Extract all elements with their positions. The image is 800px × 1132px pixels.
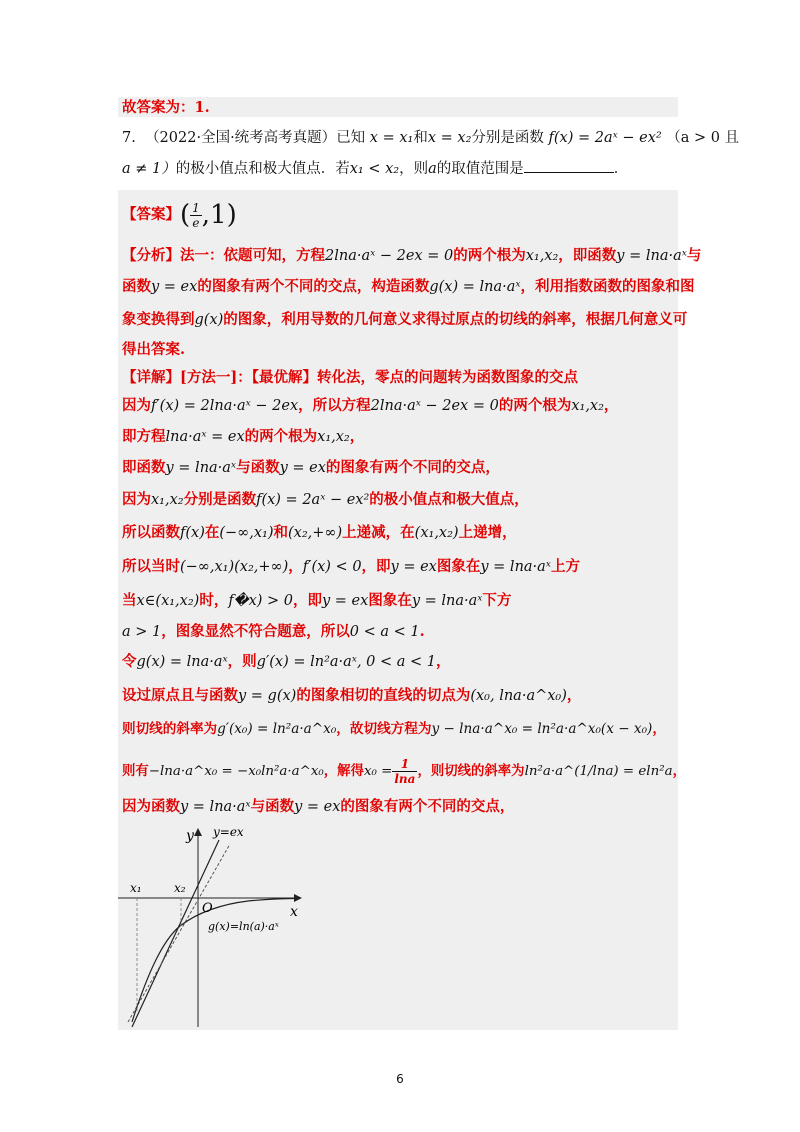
detail-line-12 xyxy=(122,719,666,739)
text: 上递增， xyxy=(458,524,517,541)
math-expr: (x₁,x₂) xyxy=(414,525,459,541)
text: ，则 xyxy=(227,653,257,670)
text: 则切线的斜率为 xyxy=(122,721,218,737)
prev-answer xyxy=(122,98,210,118)
text: 上递减，在 xyxy=(342,524,415,541)
math-expr: x₁ < x₂ xyxy=(349,161,400,177)
math-expr: 2lna·aˣ − 2ex = 0 xyxy=(370,398,499,414)
math-expr: f�x) > 0 xyxy=(228,593,293,609)
text: 图象在 xyxy=(436,558,481,575)
function-graph xyxy=(118,822,318,1032)
math-expr: y = lna·aˣ xyxy=(180,799,251,815)
curve-label: g(x)=ln(a)·aˣ xyxy=(208,920,279,933)
question-text: 分别是函数 xyxy=(471,130,544,146)
text: 象变换得到 xyxy=(122,311,195,328)
text: 的极小值点和极大值点， xyxy=(369,491,529,508)
tangent-line xyxy=(128,844,230,1022)
detail-line-14 xyxy=(122,797,514,817)
answer-label: 【答案】 xyxy=(122,206,180,223)
detail-line-7 xyxy=(122,557,580,577)
math-expr: (−∞,x₁)(x₂,+∞) xyxy=(180,559,289,575)
text: 的图象相切的直线的切点为 xyxy=(296,687,471,704)
text: 与 xyxy=(686,247,702,264)
math-expr: f(x) xyxy=(180,525,205,541)
math-expr: ,1) xyxy=(201,200,237,230)
math-expr: (x₂,+∞) xyxy=(288,525,343,541)
math-expr: x₁,x₂ xyxy=(151,492,184,508)
math-expr: y = g(x) xyxy=(238,688,297,704)
analysis-line-4 xyxy=(122,340,185,360)
math-expr: y = lna·aˣ xyxy=(411,593,483,609)
answer-line xyxy=(122,200,237,230)
math-expr: f′(x) = 2lna·aˣ − 2ex xyxy=(151,398,299,414)
x0-fraction xyxy=(392,757,417,786)
prev-answer-value: 1. xyxy=(194,99,210,116)
answer-blank xyxy=(524,158,614,173)
math-expr: a > 1 xyxy=(122,624,162,640)
math-expr: x₀ = xyxy=(363,764,393,779)
text: 令 xyxy=(122,653,137,670)
text: ， xyxy=(652,721,666,737)
detail-line-5 xyxy=(122,490,529,510)
math-expr: x₁,x₂ xyxy=(317,429,350,445)
math-expr: y = lna·aˣ xyxy=(616,248,687,264)
math-expr: lna·aˣ = ex xyxy=(165,429,245,445)
question-text: 的取值范围是 xyxy=(436,161,524,177)
math-expr: x∈(x₁,x₂) xyxy=(136,593,200,609)
page-number: 6 xyxy=(396,1072,404,1086)
detail-line-11 xyxy=(122,686,581,706)
detail-line-8 xyxy=(122,591,511,611)
text: 因为 xyxy=(122,491,151,508)
text: 图象在 xyxy=(368,592,412,609)
text: ，即函数 xyxy=(558,247,617,264)
text: 即函数 xyxy=(122,459,166,476)
curve-g xyxy=(132,898,300,1022)
text: ，图象显然不符合题意，所以 xyxy=(161,623,350,640)
text: 【详解】[方法一]：【最优解】转化法，零点的问题转为函数图象的交点 xyxy=(122,369,578,386)
frac-denominator: lna xyxy=(394,772,416,786)
math-expr: g′(x) = ln²a·aˣ, 0 < a < 1 xyxy=(256,654,436,670)
text: 得出答案. xyxy=(122,341,186,358)
math-expr: y = ex xyxy=(151,279,198,295)
answer-fraction xyxy=(190,201,202,230)
analysis-line-1 xyxy=(122,246,701,266)
text: ， xyxy=(672,763,686,779)
text: 的图象有两个不同的交点，构造函数 xyxy=(197,278,430,295)
text: 设过原点且与函数 xyxy=(122,687,238,704)
math-expr: x = x₂ xyxy=(427,130,472,146)
math-expr: 2lna·aˣ − 2ex = 0 xyxy=(325,248,454,264)
math-expr: y = ex xyxy=(294,799,341,815)
detail-line-4 xyxy=(122,458,500,478)
text: 函数 xyxy=(122,278,151,295)
math-expr: y = ex xyxy=(279,460,326,476)
text: 所以函数 xyxy=(122,524,180,541)
math-expr: f(x) = 2aˣ − ex² xyxy=(256,492,370,508)
text: 因为函数 xyxy=(122,798,180,815)
y-axis-label: y xyxy=(186,828,194,844)
math-expr: g′(x₀) = ln²a·a^x₀ xyxy=(217,721,337,737)
origin-label: O xyxy=(202,901,213,916)
question-number: 7. xyxy=(122,130,136,146)
math-expr: −lna·a^x₀ = −x₀ln²a·a^x₀ xyxy=(148,764,324,779)
text: 则有 xyxy=(122,763,149,779)
detail-line-3 xyxy=(122,427,364,447)
y-axis-arrow xyxy=(194,828,202,836)
math-expr: x₁,x₂ xyxy=(525,248,559,264)
detail-line-1 xyxy=(122,368,578,388)
math-expr: (−∞,x₁) xyxy=(219,525,274,541)
text: 在 xyxy=(204,524,220,541)
math-expr: 0 < a < 1 xyxy=(349,624,420,640)
line-label: y=ex xyxy=(213,825,244,839)
x2-label: x₂ xyxy=(174,881,186,895)
detail-line-13 xyxy=(122,754,686,789)
text: 的图象，利用导数的几何意义求得过原点的切线的斜率，根据几何意义可 xyxy=(223,311,688,328)
x-axis-label: x xyxy=(290,904,298,920)
math-expr: x = x₁ xyxy=(369,130,414,146)
question-source: （2022·全国·统考高考真题） xyxy=(145,130,337,146)
math-expr: y = ex xyxy=(390,559,437,575)
frac-denominator: e xyxy=(192,215,200,230)
text: 的图象有两个不同的交点， xyxy=(340,798,515,815)
detail-line-10 xyxy=(122,652,451,672)
text: ，解得 xyxy=(323,763,364,779)
text: ， xyxy=(288,558,303,575)
text: 即方程 xyxy=(122,428,166,445)
text: ， xyxy=(603,397,619,414)
prev-answer-label: 故答案为： xyxy=(122,99,195,116)
math-expr: y − lna·a^x₀ = ln²a·a^x₀(x − x₀) xyxy=(431,721,653,737)
question-text: 的极小值点和极大值点．若 xyxy=(175,161,350,177)
text: 【分析】法一：依题可知，方程 xyxy=(122,247,325,264)
math-expr: g(x) xyxy=(194,312,224,328)
text: 的两个根为 xyxy=(244,428,318,445)
question-text: 已知 xyxy=(336,130,366,146)
text: 下方 xyxy=(482,592,512,609)
text: ， xyxy=(566,687,582,704)
math-expr: x₁,x₂ xyxy=(571,398,604,414)
math-expr: g(x) = lna·aˣ xyxy=(429,279,521,295)
math-expr: ln²a·a^(1/lna) = eln²a xyxy=(524,764,673,779)
math-expr: f(x) = 2aˣ − ex² xyxy=(548,130,662,146)
math-expr: y = ex xyxy=(322,593,369,609)
text: ， xyxy=(436,653,451,670)
text: 与函数 xyxy=(250,798,295,815)
detail-line-6 xyxy=(122,523,517,543)
question-line-2 xyxy=(122,158,628,179)
frac-numerator: 1 xyxy=(192,200,200,215)
detail-line-2 xyxy=(122,396,618,416)
question-text: 和 xyxy=(413,130,428,146)
math-expr: y = lna·aˣ xyxy=(480,559,551,575)
frac-numerator: 1 xyxy=(392,757,417,772)
math-expr: (x₀, lna·a^x₀) xyxy=(470,688,567,704)
text: 和 xyxy=(273,524,289,541)
question-text: ． xyxy=(613,161,629,177)
text: 因为 xyxy=(122,397,151,414)
x1-label: x₁ xyxy=(130,881,142,895)
text: 的图象有两个不同的交点， xyxy=(325,459,500,476)
text: ，利用指数函数的图象和图 xyxy=(520,278,695,295)
text: 所以当时 xyxy=(122,558,180,575)
analysis-line-3 xyxy=(122,310,687,330)
text: 与函数 xyxy=(236,459,280,476)
math-expr: g(x) = lna·aˣ xyxy=(136,654,228,670)
text: ，即 xyxy=(293,592,322,609)
text: ，则切线的斜率为 xyxy=(417,763,525,779)
math-expr: f′(x) < 0 xyxy=(302,559,362,575)
text: ， xyxy=(349,428,365,445)
text: ，故切线方程为 xyxy=(336,721,432,737)
detail-line-9 xyxy=(122,622,425,642)
text: 的两个根为 xyxy=(498,397,572,414)
math-expr: y = lna·aˣ xyxy=(165,460,237,476)
question-line-1 xyxy=(122,128,739,148)
line-y-ex xyxy=(132,840,219,1027)
text: 当 xyxy=(122,592,137,609)
text: ，即 xyxy=(361,558,391,575)
text: 时， xyxy=(199,592,229,609)
math-expr: a xyxy=(428,161,437,177)
text: 的两个根为 xyxy=(453,247,526,264)
question-text: ，则 xyxy=(399,161,429,177)
question-text: （a > 0 且 xyxy=(666,130,740,146)
math-expr: a ≠ 1） xyxy=(122,161,176,177)
analysis-line-2 xyxy=(122,277,695,297)
text: 上方 xyxy=(550,558,580,575)
math-expr: ( xyxy=(180,200,191,230)
text: 分别是函数 xyxy=(183,491,257,508)
text: ，所以方程 xyxy=(298,397,371,414)
text: . xyxy=(419,623,425,640)
